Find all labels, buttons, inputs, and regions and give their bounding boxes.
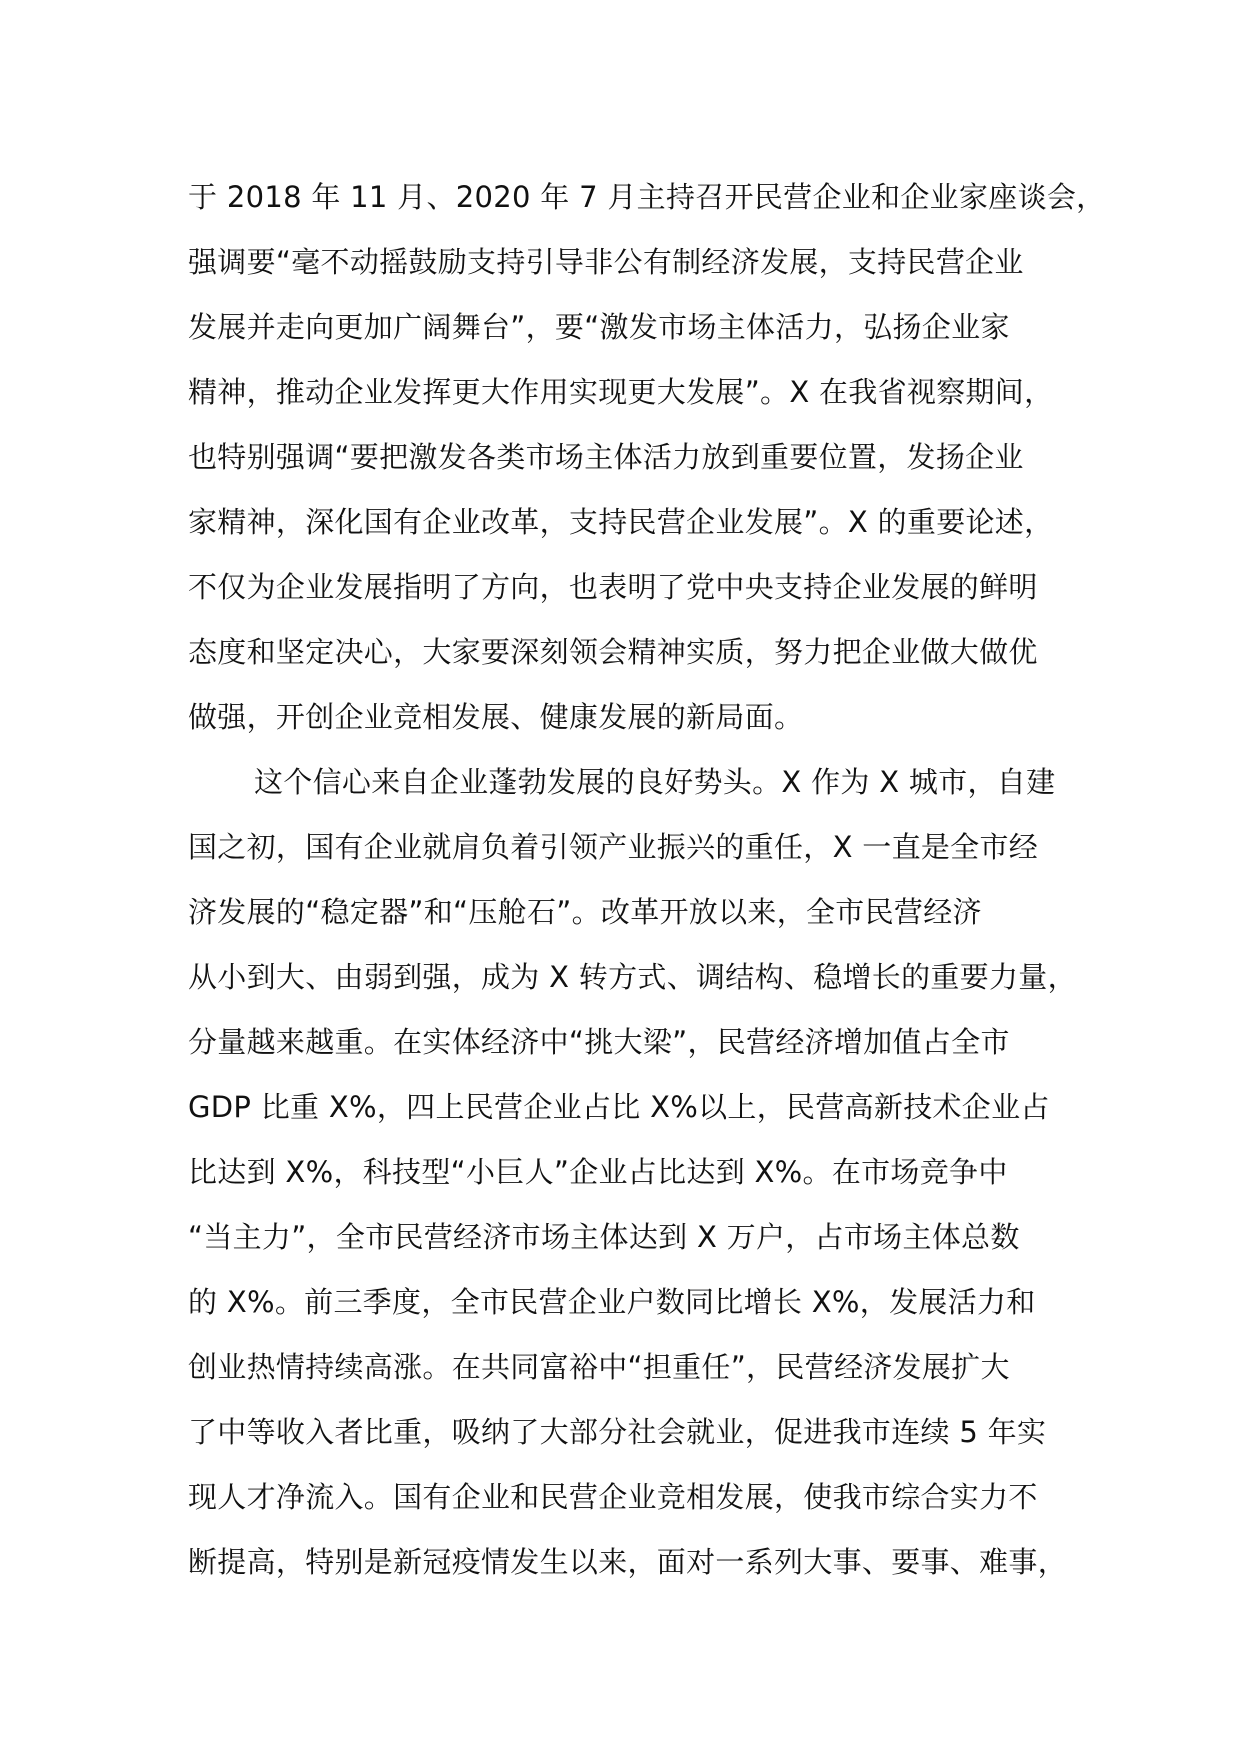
- text-line: GDP 比重 X%，四上民营企业占比 X%以上，民营高新技术企业占: [188, 1090, 1050, 1124]
- text-line: 强调要“毫不动摇鼓励支持引导非公有制经济发展，支持民营企业: [188, 245, 1024, 279]
- text-line: 发展并走向更加广阔舞台”，要“激发市场主体活力，弘扬企业家: [188, 310, 1010, 344]
- text-line: 精神，推动企业发挥更大作用实现更大发展”。X 在我省视察期间，: [188, 375, 1054, 409]
- text-line: 创业热情持续高涨。在共同富裕中“担重任”，民营经济发展扩大: [188, 1350, 1010, 1384]
- text-line: 分量越来越重。在实体经济中“挑大梁”，民营经济增加值占全市: [188, 1025, 1010, 1059]
- text-line: 也特别强调“要把激发各类市场主体活力放到重要位置，发扬企业: [188, 440, 1024, 474]
- text-line: 不仅为企业发展指明了方向，也表明了党中央支持企业发展的鲜明: [188, 570, 1038, 604]
- text-line: 于 2018 年 11 月、2020 年 7 月主持召开民营企业和企业家座谈会，: [188, 180, 1106, 214]
- text-line: “当主力”，全市民营经济市场主体达到 X 万户，占市场主体总数: [188, 1220, 1020, 1254]
- body-text: [188, 165, 1106, 1595]
- text-line: 比达到 X%，科技型“小巨人”企业占比达到 X%。在市场竞争中: [188, 1155, 1008, 1189]
- text-line: 了中等收入者比重，吸纳了大部分社会就业，促进我市连续 5 年实: [188, 1415, 1047, 1449]
- text-line: 国之初，国有企业就肩负着引领产业振兴的重任，X 一直是全市经: [188, 830, 1039, 864]
- text-line: 济发展的“稳定器”和“压舱石”。改革开放以来，全市民营经济: [188, 895, 982, 929]
- text-line: 的 X%。前三季度，全市民营企业户数同比增长 X%，发展活力和: [188, 1285, 1036, 1319]
- text-line: 从小到大、由弱到强，成为 X 转方式、调结构、稳增长的重要力量，: [188, 960, 1077, 994]
- text-line: 现人才净流入。国有企业和民营企业竞相发展，使我市综合实力不: [188, 1480, 1038, 1514]
- text-line: 态度和坚定决心，大家要深刻领会精神实质，努力把企业做大做优: [188, 635, 1038, 669]
- text-line: 断提高，特别是新冠疫情发生以来，面对一系列大事、要事、难事，: [188, 1545, 1068, 1579]
- text-line: 家精神，深化国有企业改革，支持民营企业发展”。X 的重要论述，: [188, 505, 1054, 539]
- text-line: 做强，开创企业竞相发展、健康发展的新局面。: [188, 700, 804, 734]
- paragraph-first-line: 这个信心来自企业蓬勃发展的良好势头。X 作为 X 城市，自建: [254, 765, 1056, 799]
